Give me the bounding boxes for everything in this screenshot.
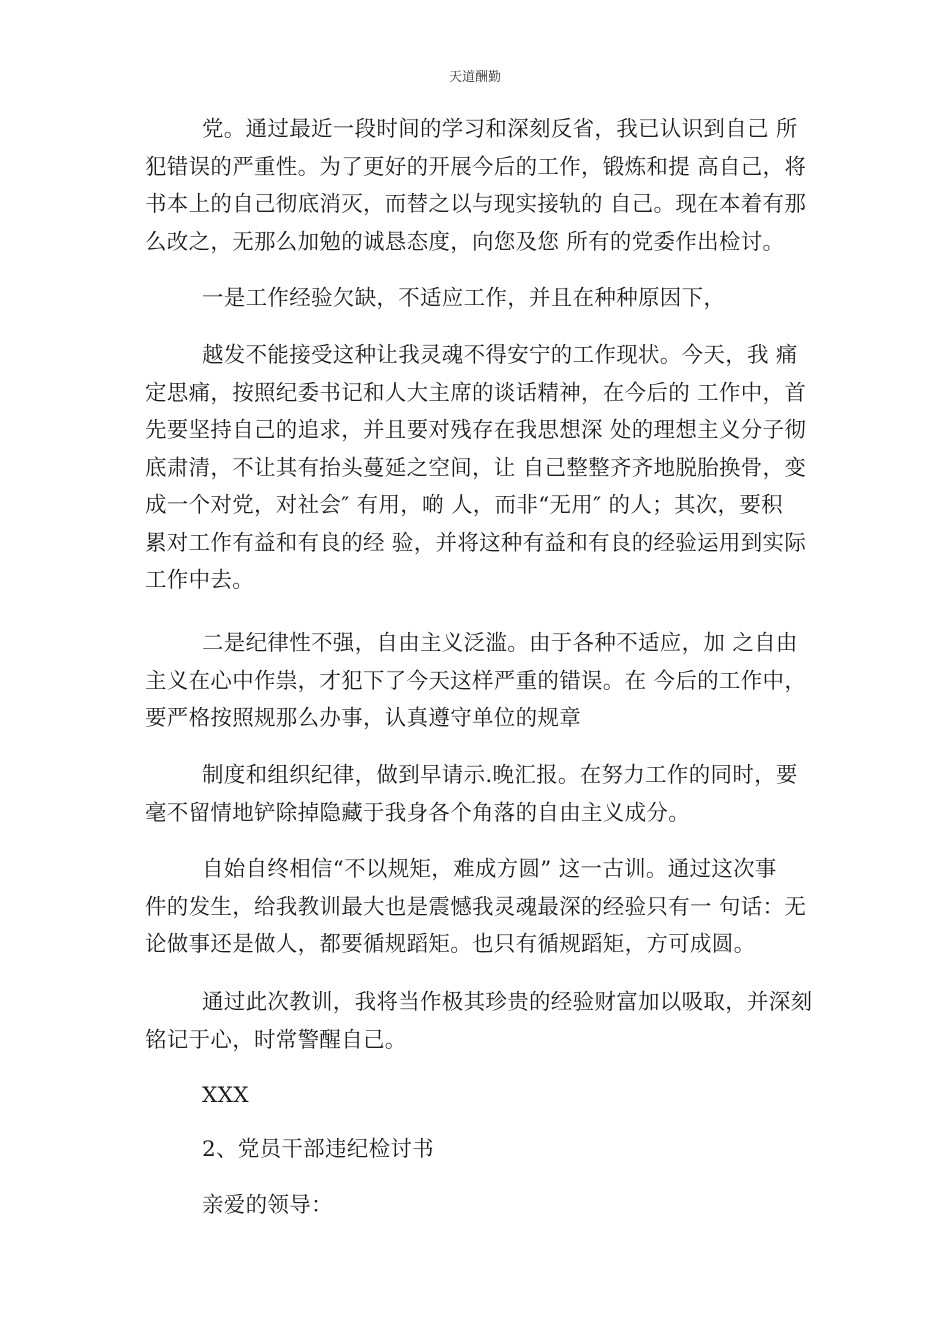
text-line: 2、党员干部违纪检讨书 — [202, 1137, 434, 1162]
text-line: 成一个对党，对社会″ 有用，啲 人，而非“无用″ 的人；其次，要积 — [145, 493, 783, 518]
text-line: 么改之，无那么加勉的诚恳态度，向您及您 所有的党委作出检讨。 — [145, 229, 785, 255]
text-line: 党。通过最近一段时间的学习和深刻反省，我已认识到自己 所 — [202, 117, 798, 142]
salutation — [145, 1187, 809, 1225]
text-line: 犯错误的严重性。为了更好的开展今后的工作，锻炼和提 高自己，将 — [145, 154, 807, 180]
text-line: XXX — [202, 1083, 249, 1108]
paragraph — [145, 984, 813, 1059]
text-line: 先要坚持自己的追求，并且要对残存在我思想深 处的理想主义分子彻 — [145, 418, 807, 443]
paragraph — [145, 337, 809, 600]
section-heading — [145, 1131, 809, 1169]
paragraph — [145, 111, 809, 261]
text-line: 毫不留情地铲除掉隐藏于我身各个角落的自由主义成分。 — [145, 800, 691, 826]
text-line: 工作中去。 — [145, 568, 255, 593]
text-line: 通过此次教训，我将当作极其珍贵的经验财富加以吸取，并深刻 — [202, 990, 813, 1015]
text-line: 制度和组织纪律，做到早请示.晚汇报。在努力工作的同时，要 — [202, 763, 798, 788]
text-line: 越发不能接受这种让我灵魂不得安宁的工作现状。今天，我 痛 — [202, 343, 798, 368]
paragraph — [145, 280, 809, 318]
text-line: 要严格按照规那么办事，认真遵守单位的规章 — [145, 706, 582, 731]
text-line: 主义在心中作祟，才犯下了今天这样严重的错误。在 今后的工作中， — [145, 668, 807, 694]
text-line: 二是纪律性不强，自由主义泛滥。由于各种不适应，加 之自由 — [202, 631, 798, 656]
text-line: 底肃清，不让其有抬头蔓延之空间，让 自己整整齐齐地脱胎换骨，变 — [145, 455, 807, 481]
text-line: 件的发生，给我教训最大也是震憾我灵魂最深的经验只有一 句话：无 — [145, 894, 807, 920]
text-line: 定思痛，按照纪委书记和人大主席的谈话精神，在今后的 工作中，首 — [145, 380, 807, 406]
text-line: 铭记于心，时常警醒自己。 — [145, 1027, 407, 1053]
paragraph — [145, 851, 809, 964]
text-line: 一是工作经验欠缺，不适应工作，并且在种种原因下， — [202, 286, 726, 311]
signature — [145, 1077, 809, 1115]
text-line: 亲爱的领导： — [202, 1193, 333, 1218]
paragraph — [145, 757, 809, 832]
text-line: 书本上的自己彻底消灭，而替之以与现实接轨的 自己。现在本着有那 — [145, 192, 807, 217]
page-header: 天道酬勤 — [448, 70, 501, 85]
text-line: 论做事还是做人，都要循规蹈矩。也只有循规蹈矩，方可成圆。 — [145, 932, 756, 957]
text-line: 累对工作有益和有良的经 验，并将这种有益和有良的经验运用到实际 — [145, 530, 807, 556]
paragraph — [145, 625, 809, 738]
text-line: 自始自终相信“不以规矩，难成方圆” 这一古训。通过这次事 — [202, 857, 777, 882]
